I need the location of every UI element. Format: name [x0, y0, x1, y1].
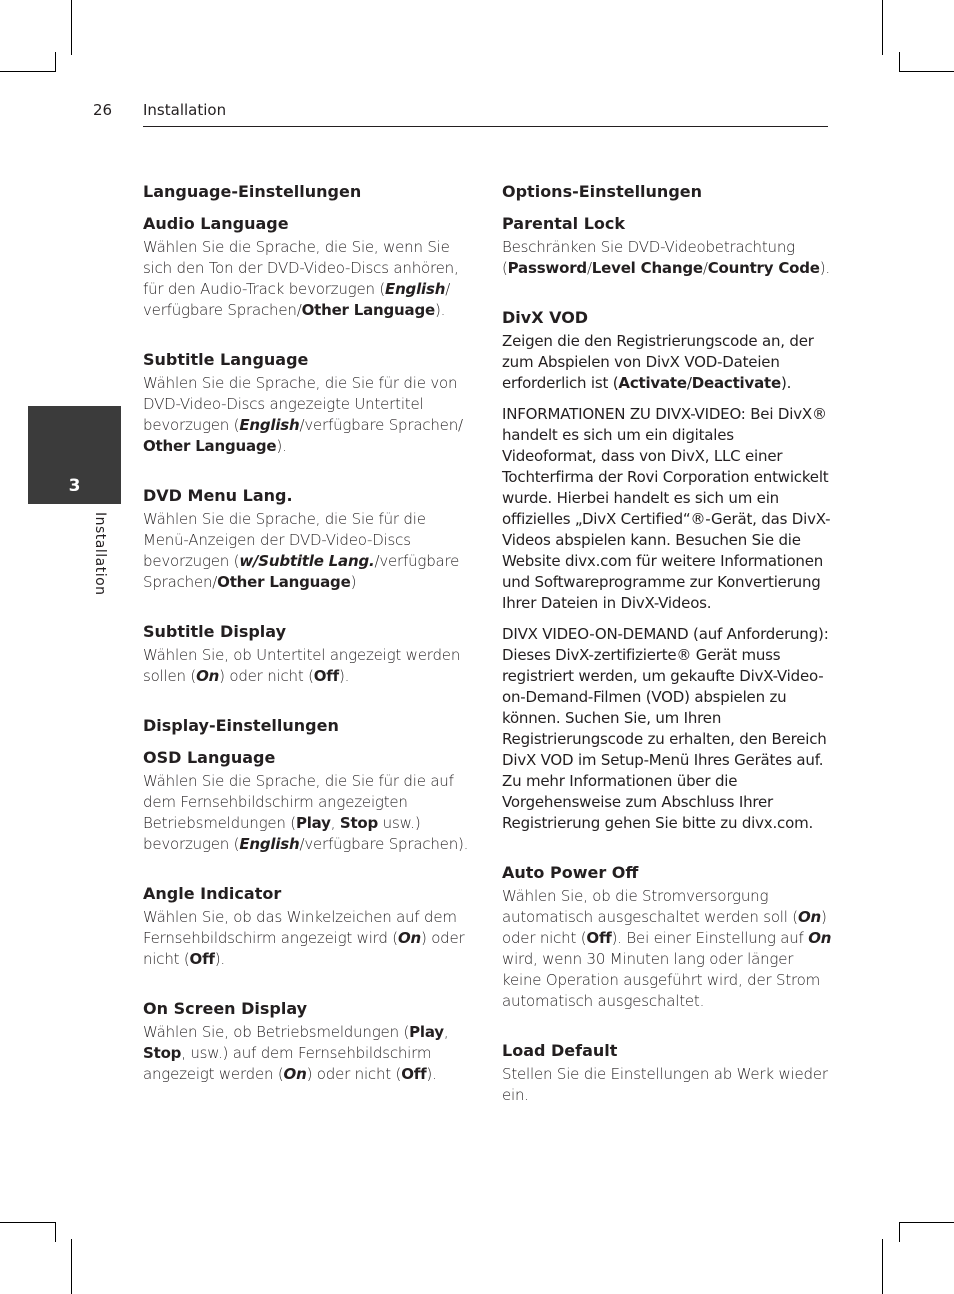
section-title: Angle Indicator	[143, 884, 282, 903]
section-title: Subtitle Display	[143, 622, 287, 641]
section-body: Wählen Sie die Sprache, die Sie, wenn Sie sich den Ton der DVD-Video-Discs anhören, für den Audio-Track bevorzugen (English/ verfügbare Sprachen/Other Language).	[143, 238, 459, 319]
crop-mark	[0, 71, 55, 72]
section-title: DVD Menu Lang.	[143, 486, 293, 505]
crop-mark	[55, 1222, 56, 1242]
section-angle-indicator	[143, 884, 473, 970]
header-title: Installation	[143, 101, 227, 119]
section-subtitle-language	[143, 350, 473, 457]
section-title: OSD Language	[143, 748, 276, 767]
crop-mark	[71, 0, 72, 55]
section-body: Wählen Sie, ob Betriebsmeldungen (Play, Stop, usw.) auf dem Fernsehbildschirm angezeigt werden (On) oder nicht (Off).	[143, 1023, 449, 1083]
group-title-options: Options-Einstellungen	[502, 182, 703, 201]
page-number: 26	[93, 101, 113, 119]
header-rule	[143, 126, 828, 127]
section-title: Subtitle Language	[143, 350, 309, 369]
section-body: Wählen Sie, ob Untertitel angezeigt werden sollen (On) oder nicht (Off).	[143, 646, 461, 685]
divx-info-paragraph: INFORMATIONEN ZU DIVX-VIDEO: Bei DivX® handelt es sich um ein digitales Videoformat, dass von DivX, LLC einer Tochterfirma der Rovi Corporation entwickelt wurde. Hierbei handelt es sich um ein offizielles „DivX Certified“®-Gerät, das DivX-Videos abspielen kann. Besuchen Sie die Website divx.com für weitere Informationen und Softwareprogramme zur Konvertierung Ihrer Dateien in DivX-Videos.	[502, 405, 831, 612]
section-parental-lock	[502, 214, 832, 279]
section-body: Zeigen die den Registrierungscode an, der zum Abspielen von DivX VOD-Dateien erforderlich ist (Activate/Deactivate).	[502, 332, 814, 392]
section-title: On Screen Display	[143, 999, 308, 1018]
section-audio-language	[143, 214, 473, 321]
section-body: Wählen Sie die Sprache, die Sie für die von DVD-Video-Discs angezeigte Untertitel bevorzugen (English/verfügbare Sprachen/ Other Language).	[143, 374, 463, 455]
crop-mark	[899, 71, 954, 72]
section-osd-language	[143, 748, 473, 855]
crop-mark	[899, 1222, 900, 1242]
group-title-language: Language-Einstellungen	[143, 182, 362, 201]
section-title: Load Default	[502, 1041, 618, 1060]
section-title: Audio Language	[143, 214, 289, 233]
left-column	[143, 182, 473, 1114]
section-body: Wählen Sie, ob das Winkelzeichen auf dem Fernsehbildschirm angezeigt wird (On) oder nicht (Off).	[143, 908, 465, 968]
section-body: Stellen Sie die Einstellungen ab Werk wieder ein.	[502, 1065, 828, 1104]
crop-mark	[71, 1239, 72, 1294]
section-on-screen-display	[143, 999, 473, 1085]
section-title: Parental Lock	[502, 214, 626, 233]
section-dvd-menu-lang	[143, 486, 473, 593]
divx-vod-paragraph: DIVX VIDEO-ON-DEMAND (auf Anforderung): Dieses DivX-zertifizierte® Gerät muss registriert werden, um gekaufte DivX-Video-on-Demand-Filmen (VOD) abspielen zu können. Suchen Sie, um Ihren Registrierungscode zu erhalten, den Bereich DivX VOD im Setup-Menü Ihres Gerätes auf. Zu mehr Informationen über die Vorgehensweise zum Abschluss Ihrer Registrierung gehen Sie bitte zu divx.com.	[502, 625, 829, 832]
group-title-display: Display-Einstellungen	[143, 716, 339, 735]
crop-mark	[882, 1239, 883, 1294]
crop-mark	[55, 52, 56, 72]
section-title: Auto Power Off	[502, 863, 639, 882]
section-subtitle-display	[143, 622, 473, 687]
chapter-label: Installation	[92, 512, 108, 596]
section-body: Wählen Sie die Sprache, die Sie für die Menü-Anzeigen der DVD-Video-Discs bevorzugen (w/Subtitle Lang./verfügbare Sprachen/Other Language)	[143, 510, 460, 591]
section-body: Wählen Sie die Sprache, die Sie für die auf dem Fernsehbildschirm angezeigten Betriebsmeldungen (Play, Stop usw.) bevorzugen (English/verfügbare Sprachen).	[143, 772, 469, 853]
section-body: Wählen Sie, ob die Stromversorgung automatisch ausgeschaltet werden soll (On) oder nicht (Off). Bei einer Einstellung auf On wird, wenn 30 Minuten lang oder länger keine Operation ausgeführt wird, der Strom automatisch ausgeschaltet.	[502, 887, 832, 1010]
crop-mark	[0, 1222, 55, 1223]
crop-mark	[899, 1222, 954, 1223]
right-column	[502, 182, 832, 1135]
crop-mark	[899, 52, 900, 72]
crop-mark	[882, 0, 883, 55]
section-divx-vod	[502, 308, 832, 834]
section-load-default	[502, 1041, 832, 1106]
section-auto-power-off	[502, 863, 832, 1012]
section-title: DivX VOD	[502, 308, 589, 327]
section-body: Beschränken Sie DVD-Videobetrachtung (Password/Level Change/Country Code).	[502, 238, 831, 277]
chapter-number: 3	[68, 476, 81, 496]
